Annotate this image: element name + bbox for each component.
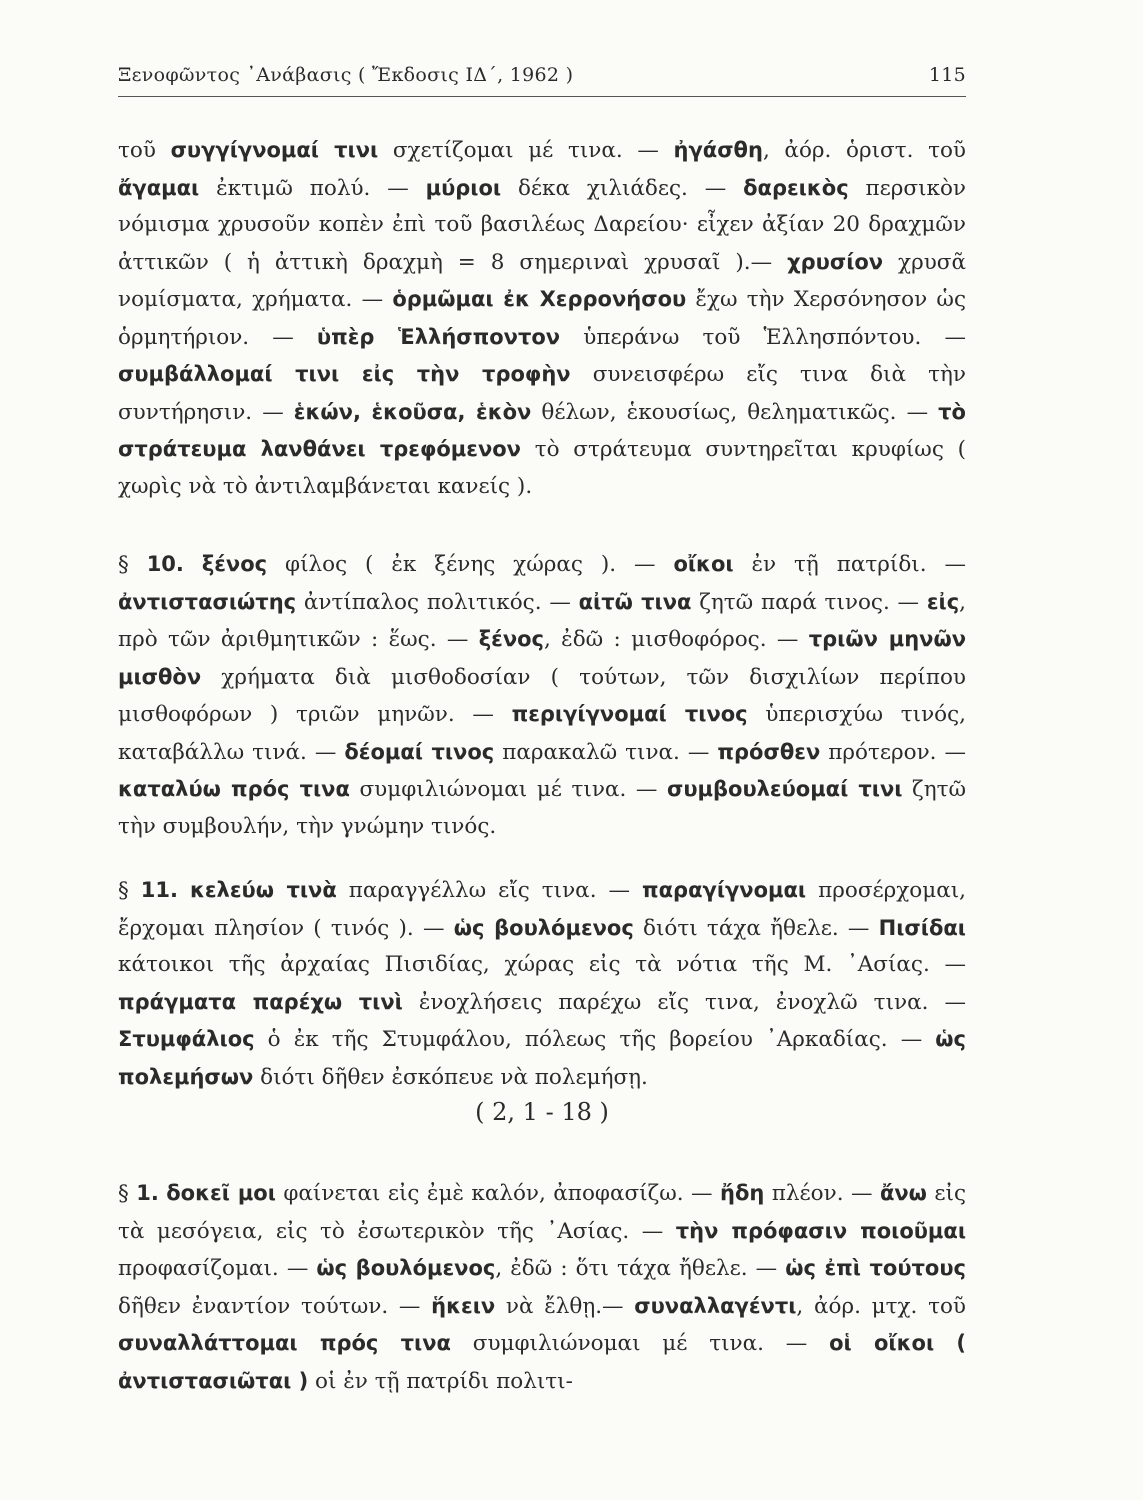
lemma-term: ἄγαμαι [118,175,200,200]
gloss-text: παρακαλῶ τινα. — [494,739,718,765]
lemma-term: 11. [140,878,178,902]
lemma-term: συμβουλεύομαί τινι [667,777,903,801]
gloss-text: προσέρχομαι, ἔρχομαι πλησίον ( τινός ). — [118,878,966,941]
gloss-text: πλέον. — [764,1181,880,1206]
gloss-text: , ἐδῶ : ὅτι τάχα ἤθελε. — [495,1256,786,1281]
gloss-text: οἱ ἐν τῇ πατρίδι πολιτι- [308,1368,573,1394]
lemma-term: ἀντιστασιώτης [118,589,297,614]
gloss-text: συμφιλιώνομαι μέ τινα. — [349,777,667,802]
gloss-text: , πρὸ τῶν ἀριθμητικῶν : ἕως. — [118,589,967,652]
gloss-text: σχετίζομαι μέ τινα. — [378,138,674,163]
gloss-text: προφασίζομαι. — [118,1256,317,1281]
lemma-term: συγγίγνομαί τινι [170,138,379,162]
lemma-term: 10. [146,552,184,576]
lemma-term: ξένος [201,552,268,576]
lemma-term: ἑκών, ἑκοῦσα, ἑκὸν [293,399,532,424]
gloss-text: φαίνεται εἰς ἐμὲ καλόν, ἀποφασίζω. — [275,1181,720,1206]
lemma-term: αἰτῶ τινα [578,589,692,614]
gloss-text: ἐνοχλήσεις παρέχω εἴς τινα, ἐνοχλῶ τινα. — [402,989,966,1015]
lemma-term: δαρεικὸς [743,175,849,200]
lemma-term: ξένος [478,627,544,651]
gloss-text: ὁ ἐκ τῆς Στυμφάλου, πόλεως τῆς βορείου ᾿Αρκαδίας. — [254,1027,936,1052]
gloss-text: διότι τάχα ἤθελε. — [633,915,879,941]
lemma-term: ὡς πολεμήσων [118,1027,966,1089]
gloss-text: ἐν τῇ πατρίδι. — [733,552,966,577]
gloss-text: ὑπερισχύω τινός, καταβάλλω τινά. — [118,702,966,765]
paragraph-section-1 [118,1175,966,1400]
lemma-term: ἄνω [879,1181,927,1205]
lemma-term: ὁρμῶμαι ἐκ Χερρονήσου [392,287,687,311]
gloss-text: ἔχω τὴν Χερσόνησον ὡς ὁρμητήριον. — [118,287,966,350]
lemma-term: 1. [136,1181,159,1205]
gloss-text: ἀντίπαλος πολιτικός. — [296,589,579,615]
gloss-text: συνεισφέρω εἴς τινα διὰ τὴν συντήρησιν. — [118,362,966,425]
paragraph-section-10 [118,546,966,845]
lemma-term: μύριοι [425,175,502,200]
gloss-text: ὑπεράνω τοῦ Ἑλλησπόντου. — [560,324,966,350]
lemma-term: τὴν πρόφασιν ποιοῦμαι [675,1218,966,1243]
gloss-text: § [118,552,147,577]
lemma-term: συναλλαγέντι [634,1293,797,1318]
page-number: 115 [928,64,966,86]
gloss-text: κάτοικοι τῆς ἀρχαίας Πισιδίας, χώρας εἰς τὰ νότια τῆς Μ. ᾿Ασίας. — [118,952,966,977]
gloss-text: τὸ στράτευμα συντηρεῖται κρυφίως ( χωρὶς νὰ τὸ ἀντιλαμβάνεται κανείς ). [118,437,966,499]
lemma-term: ἤδη [720,1181,765,1205]
lemma-term: πράγματα παρέχω τινὶ [118,989,403,1014]
lemma-term: ὡς ἐπὶ τούτους [785,1256,966,1280]
lemma-term: συμβάλλομαί τινι εἰς τὴν τροφὴν [118,362,571,386]
gloss-text: περσικὸν νόμισμα χρυσοῦν κοπὲν ἐπὶ τοῦ βασιλέως Δαρείου· εἶχεν ἀξίαν 20 δραχμῶν ἀττικῶν ( ἡ ἀττικὴ δραχμὴ = 8 σημεριναὶ χρυσαῖ ).— [118,175,966,275]
lemma-term: ἠγάσθη [673,138,763,162]
running-title: Ξενοφῶντος ᾿Ανάβασις ( Ἔκδοσις ΙΔ΄, 1962 ) [118,64,574,86]
section-heading: ( 2, 1 - 18 ) [475,1098,609,1126]
gloss-text: δέκα χιλιάδες. — [501,175,744,201]
lemma-term: παραγίγνομαι [642,878,807,902]
gloss-text: παραγγέλλω εἴς τινα. — [336,878,643,903]
lemma-term: καταλύω πρός τινα [118,777,350,801]
lemma-term: τὸ στράτευμα λανθάνει τρεφόμενον [118,399,966,461]
gloss-text: , ἀόρ. ὁριστ. τοῦ [762,138,966,163]
paragraph-notes-9 [118,132,966,505]
gloss-text: § [118,1181,137,1206]
gloss-text: χρυσᾶ νομίσματα, χρήματα. — [118,249,966,312]
gloss-text: § [118,878,141,903]
lemma-term: ἥκειν [431,1293,496,1318]
lemma-term: δοκεῖ μοι [166,1181,276,1205]
gloss-text: χρήματα διὰ μισθοδοσίαν ( τούτων, τῶν δισχιλίων περίπου μισθοφόρων ) τριῶν μηνῶν. — [118,664,966,727]
lemma-term: χρυσίον [787,249,884,274]
gloss-text: θέλων, ἑκουσίως, θεληματικῶς. — [531,399,939,425]
lemma-term: ὡς βουλόμενος [316,1256,496,1280]
gloss-text: συμφιλιώνομαι μέ τινα. — [450,1331,830,1356]
gloss-text: ἐκτιμῶ πολύ. — [199,175,426,201]
lemma-term: κελεύω τινὰ [189,878,337,902]
lemma-term: τριῶν μηνῶν μισθὸν [118,627,967,689]
page-header [118,62,966,97]
gloss-text: πρότερον. — [820,739,967,765]
lemma-term: Στυμφάλιος [118,1027,255,1051]
gloss-text: εἰς τὰ μεσόγεια, εἰς τὸ ἐσωτερικὸν τῆς ᾿Ασίας. — [118,1181,966,1244]
lemma-term: δέομαί τινος [344,739,495,764]
gloss-text: , ἐδῶ : μισθοφόρος. — [544,627,809,652]
gloss-text: δῆθεν ἐναντίον τούτων. — [118,1293,432,1319]
lemma-term: ὑπὲρ Ἑλλήσποντον [316,324,561,349]
gloss-text [184,552,202,577]
lemma-term: οἱ οἴκοι ( ἀντιστασιῶται ) [118,1331,967,1393]
gloss-text: , ἀόρ. μτχ. τοῦ [796,1293,966,1319]
lemma-term: οἴκοι [673,552,734,576]
gloss-text: φίλος ( ἐκ ξένης χώρας ). — [267,552,674,577]
gloss-text: ζητῶ τὴν συμβουλήν, τὴν γνώμην τινός. [118,777,966,839]
gloss-text: διότι δῆθεν ἐσκόπευε νὰ πολεμήσῃ. [253,1064,648,1090]
gloss-text: τοῦ [118,138,171,163]
gloss-text: νὰ ἔλθῃ.— [495,1293,635,1319]
lemma-term: ὡς βουλόμενος [453,915,634,940]
lemma-term: Πισίδαι [878,915,966,940]
lemma-term: πρόσθεν [717,739,821,764]
gloss-text [178,878,190,903]
lemma-term: συναλλάττομαι πρός τινα [118,1331,451,1355]
lemma-term: περιγίγνομαί τινος [511,702,748,726]
paragraph-section-11 [118,872,966,1096]
lemma-term: εἰς [926,589,960,614]
gloss-text: ζητῶ παρά τινος. — [691,589,927,615]
